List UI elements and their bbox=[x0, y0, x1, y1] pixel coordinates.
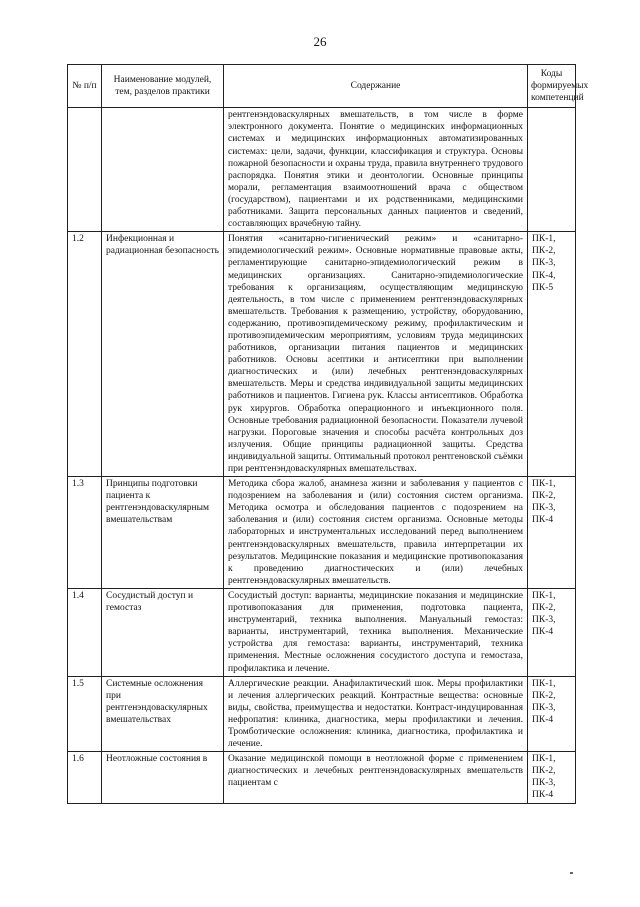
row-topic-name: Инфекционная и радиационная безопасность bbox=[102, 232, 224, 477]
curriculum-table bbox=[67, 64, 589, 804]
page-number: 26 bbox=[313, 34, 327, 49]
scan-speck bbox=[570, 872, 573, 874]
row-competency-codes: ПК-1, ПК-2, ПК-3, ПК-4 bbox=[528, 676, 576, 752]
row-number: 1.6 bbox=[68, 752, 102, 803]
row-content: Сосудистый доступ: варианты, медицинские показания и медицинские противопоказания для применения, подготовка пациента, инструментарий, техника выполнения. Мануальный гемостаз: варианты, инструментарий, техника выполнения. Механические устройства для гемостаза: варианты, инструментарий, техника применения. Местные осложнения сосудистого доступа и гемостаза, профилактика и лечение. bbox=[224, 588, 528, 676]
table-row bbox=[68, 752, 576, 803]
row-topic-name: Неотложные состояния в bbox=[102, 752, 224, 803]
row-number: 1.2 bbox=[68, 232, 102, 477]
row-competency-codes: ПК-1, ПК-2, ПК-3, ПК-4, ПК-5 bbox=[528, 232, 576, 477]
header-content: Содержание bbox=[224, 65, 528, 108]
table-row bbox=[68, 232, 576, 477]
table-row bbox=[68, 477, 576, 589]
row-competency-codes bbox=[528, 108, 576, 232]
row-content: Аллергические реакции. Анафилактический шок. Меры профилактики и лечения аллергических реакций. Контрастные вещества: основные виды, свойства, преимущества и недостатки. Контраст-индуцированная нефропатия: клиника, диагностика, меры профилактики и лечения. Тромботические осложнения: клиника, диагностика, профилактика и лечение. bbox=[224, 676, 528, 752]
row-topic-name: Принципы подготовки пациента к рентгенэндоваскулярным вмешательствам bbox=[102, 477, 224, 589]
header-codes: Коды формируемых компетенций bbox=[528, 65, 576, 108]
table-header bbox=[68, 65, 589, 108]
row-topic-name: Системные осложнения при рентгенэндоваскулярных вмешательствах bbox=[102, 676, 224, 752]
row-competency-codes: ПК-1, ПК-2, ПК-3, ПК-4 bbox=[528, 477, 576, 589]
row-number: 1.4 bbox=[68, 588, 102, 676]
row-content: Оказание медицинской помощи в неотложной форме с применением диагностических и лечебных рентгенэндоваскулярных вмешательств пациентам с bbox=[224, 752, 528, 803]
row-number: 1.3 bbox=[68, 477, 102, 589]
row-competency-codes: ПК-1, ПК-2, ПК-3, ПК-4 bbox=[528, 588, 576, 676]
table-body bbox=[68, 108, 576, 803]
row-number bbox=[68, 108, 102, 232]
table-row bbox=[68, 676, 576, 752]
row-content: Методика сбора жалоб, анамнеза жизни и заболевания у пациентов с подозрением на заболевания и (или) состояния систем организма. Методика осмотра и обследования пациентов с подозрением на заболевания и (или) состояния систем организма. Основные методы лабораторных и инструментальных исследований перед выполнением рентгенэндоваскулярных вмешательств, правила интерпретации их результатов. Медицинские показания и медицинские противопоказания к проведению диагностических и (или) лечебных рентгенэндоваскулярных вмешательств. bbox=[224, 477, 528, 589]
row-competency-codes: ПК-1, ПК-2, ПК-3, ПК-4 bbox=[528, 752, 576, 803]
header-num: № п/п bbox=[68, 65, 102, 108]
row-topic-name: Сосудистый доступ и гемостаз bbox=[102, 588, 224, 676]
table-row bbox=[68, 108, 576, 232]
header-name: Наименование модулей, тем, разделов практики bbox=[102, 65, 224, 108]
row-topic-name bbox=[102, 108, 224, 232]
row-number: 1.5 bbox=[68, 676, 102, 752]
row-content: рентгенэндоваскулярных вмешательств, в том числе в форме электронного документа. Понятие о медицинских информационных системах и медицинских информационных автоматизированных системах: цели, задачи, функции, классификация и структура. Основы пожарной безопасности и охраны труда, правила внутреннего трудового распорядка. Понятия этики и деонтологии. Основные принципы морали, регламентация взаимоотношений врача с обществом (государством), пациентами и их родственниками, медицинскими работниками. Защита персональных данных пациентов и сведений, составляющих врачебную тайну. bbox=[224, 108, 528, 232]
table-row bbox=[68, 588, 576, 676]
row-content: Понятия «санитарно-гигиенический режим» и «санитарно-эпидемиологический режим». Основные нормативные правовые акты, регламентирующие санитарно-эпидемиологический режим в медицинских организациях. Санитарно-эпидемиологические требования к организациям, осуществляющим медицинскую деятельность, в том числе с применением рентгенэндоваскулярных вмешательств. Требования к размещению, устройству, оборудованию, содержанию, противоэпидемическому режиму, профилактическим и противоэпидемическим мероприятиям, условиям труда медицинских работников, организации питания пациентов и медицинских работников. Основы асептики и антисептики при выполнении диагностических и (или) лечебных рентгенэндоваскулярных вмешательств. Меры и средства индивидуальной защиты медицинских работников и пациентов. Гигиена рук. Классы антисептиков. Обработка рук хирургов. Обработка операционного и инъекционного поля. Основные требования радиационной безопасности. Показатели лучевой нагрузки. Пороговые значения и способы расчёта контрольных доз излучения. Общие принципы радиационной защиты. Средства индивидуальной защиты. Оптимальный протокол рентгеновской съёмки при рентгенэндоваскулярных вмешательствах. bbox=[224, 232, 528, 477]
